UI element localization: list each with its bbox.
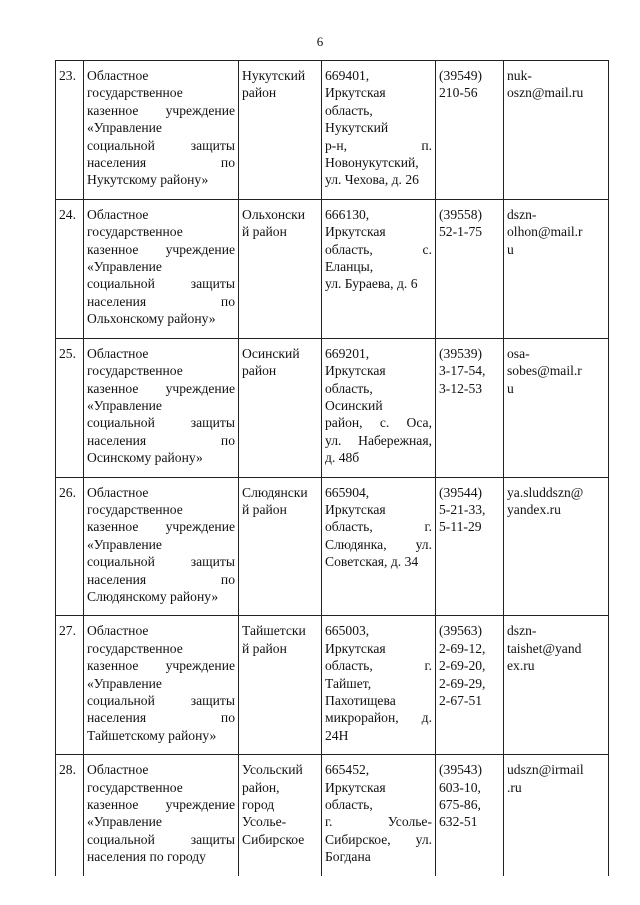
institution-name-line: социальной защиты <box>87 831 235 847</box>
institution-name-line: населения по <box>87 432 235 448</box>
postal-address-line: область, с. <box>325 241 432 257</box>
institution-name-line: Нукутскому району» <box>87 172 209 188</box>
postal-address-line: область, г. <box>325 519 432 535</box>
postal-address-line: ул. Набережная, <box>325 432 432 448</box>
postal-address-line: 669401, <box>325 68 370 83</box>
institutions-table-body <box>56 61 609 876</box>
institution-name-line: казенное учреждение <box>87 519 235 535</box>
institution-name-line: Областное <box>87 762 149 778</box>
email-address: udszn@irmail .ru <box>504 755 609 876</box>
table-row <box>56 616 609 755</box>
institution-name-line: «Управление <box>87 397 162 413</box>
institution-name-line: Ольхонскому району» <box>87 311 216 327</box>
institution-name <box>84 755 239 876</box>
institution-name <box>84 199 239 338</box>
institution-name-line: населения по городу <box>87 849 206 865</box>
email-address: nuk- oszn@mail.ru <box>504 61 609 200</box>
postal-address-line: Осинский <box>325 397 383 413</box>
postal-address-line: Иркутская <box>325 363 386 379</box>
email-address: dszn- olhon@mail.r u <box>504 199 609 338</box>
row-number: 28. <box>56 755 84 876</box>
row-number: 26. <box>56 477 84 616</box>
institution-name-line: социальной защиты <box>87 137 235 153</box>
institution-name-line: государственное <box>87 224 183 240</box>
postal-address-line: Пахотищева <box>325 693 396 708</box>
phone-numbers: (39558) 52-1-75 <box>436 199 504 338</box>
page-number: 6 <box>316 34 324 49</box>
institution-name-line: казенное учреждение <box>87 241 235 257</box>
postal-address-line: Нукутский <box>325 120 389 136</box>
postal-address-line: область, <box>325 797 373 813</box>
postal-address-line: 666130, <box>325 206 370 222</box>
postal-address-line: д. 48б <box>325 450 360 466</box>
institution-name-line: «Управление <box>87 814 162 830</box>
district: Ольхонски й район <box>239 199 322 338</box>
postal-address-line: ул. Бураева, д. 6 <box>325 276 418 292</box>
institution-name-line: населения по <box>87 155 235 171</box>
institutions-table <box>55 60 609 876</box>
district: Усольский район, город Усолье- Сибирское <box>239 755 322 876</box>
postal-address-line: район, с. Оса, <box>325 415 432 431</box>
postal-address-line: микрорайон, д. <box>325 710 432 726</box>
row-number: 24. <box>56 199 84 338</box>
institution-name-line: казенное учреждение <box>87 102 235 118</box>
institution-name-line: Областное <box>87 68 149 83</box>
postal-address-line: 24Н <box>325 727 349 743</box>
row-number: 23. <box>56 61 84 200</box>
district: Тайшетски й район <box>239 616 322 755</box>
phone-numbers: (39563) 2-69-12, 2-69-20, 2-69-29, 2-67-51 <box>436 616 504 755</box>
postal-address-line: область, <box>325 380 373 396</box>
institution-name-line: «Управление <box>87 536 162 552</box>
institution-name-line: населения по <box>87 571 235 587</box>
postal-address-line: Советская, д. 34 <box>325 554 419 570</box>
email-address: osa- sobes@mail.r u <box>504 338 609 477</box>
postal-address-line: 665452, <box>325 762 370 778</box>
email-address: dszn- taishet@yand ex.ru <box>504 616 609 755</box>
institution-name <box>84 338 239 477</box>
postal-address-line: Иркутская <box>325 501 386 517</box>
institution-name-line: «Управление <box>87 120 162 136</box>
institution-name-line: Областное <box>87 484 149 500</box>
institution-name-line: Областное <box>87 206 149 222</box>
phone-numbers: (39539) 3-17-54, 3-12-53 <box>436 338 504 477</box>
email-address: ya.sluddszn@ yandex.ru <box>504 477 609 616</box>
table-row <box>56 61 609 200</box>
institution-name-line: социальной защиты <box>87 554 235 570</box>
institution-name-line: Областное <box>87 345 149 361</box>
postal-address-line: Иркутская <box>325 85 386 101</box>
postal-address <box>322 338 436 477</box>
institution-name-line: Тайшетскому району» <box>87 727 217 743</box>
postal-address-line: Иркутская <box>325 640 386 656</box>
institution-name <box>84 61 239 200</box>
institution-name-line: «Управление <box>87 259 162 275</box>
postal-address-line: Еланцы, <box>325 259 374 275</box>
table-row <box>56 477 609 616</box>
institution-name <box>84 616 239 755</box>
institution-name-line: государственное <box>87 363 183 379</box>
district: Осинский район <box>239 338 322 477</box>
institution-name-line: казенное учреждение <box>87 380 235 396</box>
postal-address-line: Новонукутский, <box>325 155 419 171</box>
postal-address-line: г. Усолье- <box>325 814 432 830</box>
institution-name-line: Слюдянскому району» <box>87 588 219 604</box>
postal-address <box>322 477 436 616</box>
table-row <box>56 199 609 338</box>
institution-name-line: Областное <box>87 623 149 639</box>
postal-address-line: Тайшет, <box>325 675 372 691</box>
institution-name-line: государственное <box>87 85 183 101</box>
postal-address-line: 665904, <box>325 484 370 500</box>
postal-address <box>322 755 436 876</box>
institution-name-line: населения по <box>87 293 235 309</box>
postal-address-line: 665003, <box>325 623 370 639</box>
institution-name <box>84 477 239 616</box>
institution-name-line: социальной защиты <box>87 415 235 431</box>
row-number: 25. <box>56 338 84 477</box>
district: Слюдянски й район <box>239 477 322 616</box>
postal-address-line: Иркутская <box>325 224 386 240</box>
postal-address <box>322 61 436 200</box>
row-number: 27. <box>56 616 84 755</box>
postal-address-line: Слюдянка, ул. <box>325 536 432 552</box>
postal-address-line: Сибирское, ул. <box>325 831 432 847</box>
postal-address-line: р-н, п. <box>325 137 432 153</box>
institution-name-line: казенное учреждение <box>87 658 235 674</box>
postal-address-line: Богдана <box>325 849 371 865</box>
district: Нукутский район <box>239 61 322 200</box>
institution-name-line: «Управление <box>87 675 162 691</box>
postal-address-line: Иркутская <box>325 779 386 795</box>
table-row <box>56 338 609 477</box>
institution-name-line: государственное <box>87 501 183 517</box>
institution-name-line: государственное <box>87 779 183 795</box>
postal-address-line: область, г. <box>325 658 432 674</box>
institution-name-line: социальной защиты <box>87 276 235 292</box>
phone-numbers: (39544) 5-21-33, 5-11-29 <box>436 477 504 616</box>
postal-address-line: область, <box>325 102 373 118</box>
table-row <box>56 755 609 876</box>
postal-address <box>322 616 436 755</box>
institution-name-line: казенное учреждение <box>87 797 235 813</box>
postal-address <box>322 199 436 338</box>
institution-name-line: социальной защиты <box>87 693 235 708</box>
postal-address-line: ул. Чехова, д. 26 <box>325 172 419 188</box>
phone-numbers: (39543) 603-10, 675-86, 632-51 <box>436 755 504 876</box>
institution-name-line: населения по <box>87 710 235 726</box>
institution-name-line: государственное <box>87 640 183 656</box>
phone-numbers: (39549) 210-56 <box>436 61 504 200</box>
institution-name-line: Осинскому району» <box>87 450 203 466</box>
postal-address-line: 669201, <box>325 345 370 361</box>
